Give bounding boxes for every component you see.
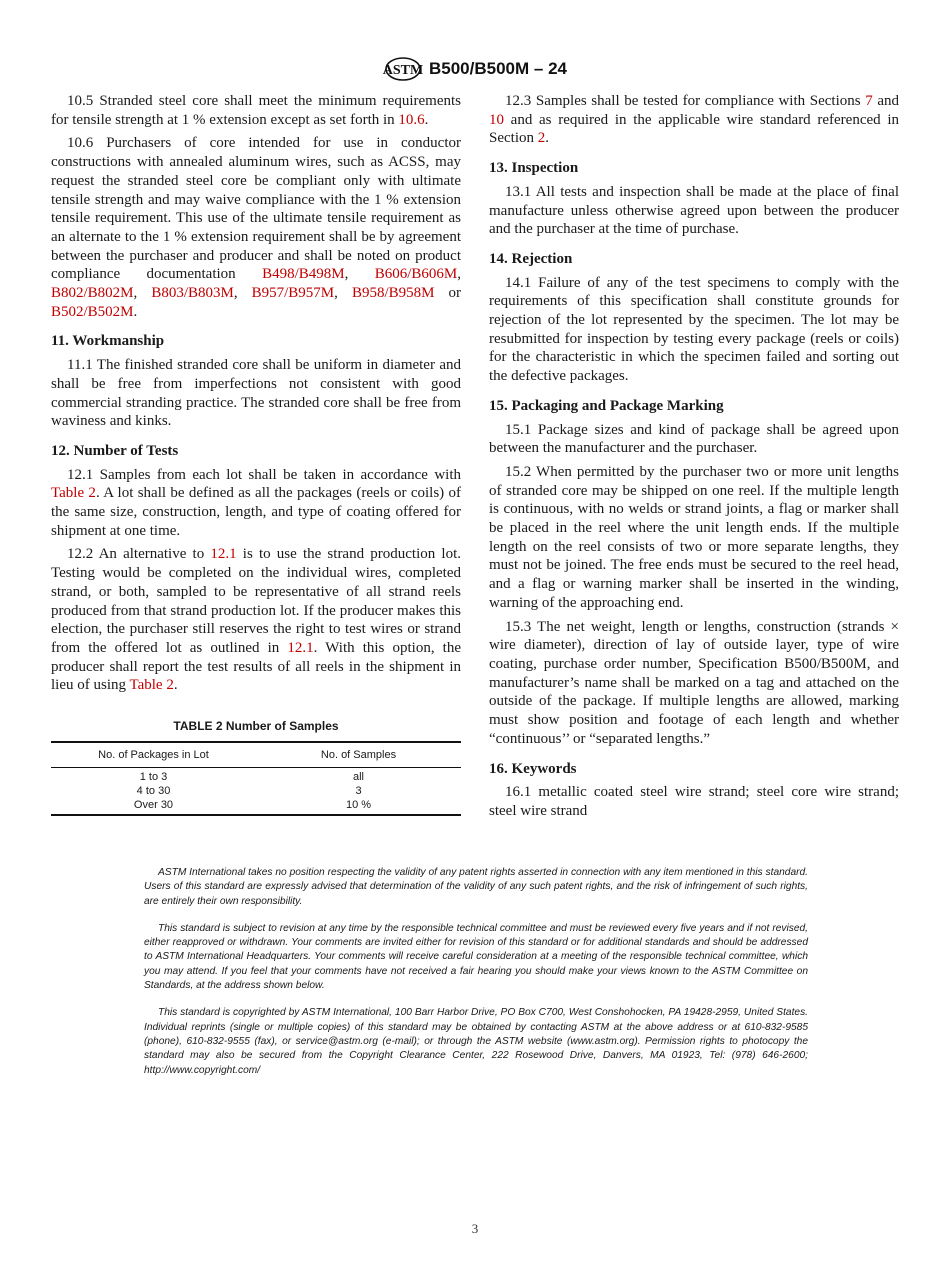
section-heading-11: 11. Workmanship — [51, 333, 165, 350]
samples-table — [51, 741, 461, 816]
link-b957[interactable]: B957/B957M — [251, 285, 335, 302]
separator: , — [344, 266, 375, 283]
link-10-6[interactable]: 10.6 — [398, 111, 425, 128]
text: and — [872, 93, 899, 109]
link-table-2[interactable]: Table 2 — [51, 485, 96, 502]
table-header-row — [51, 742, 461, 767]
section-heading-14: 14. Rejection — [489, 250, 573, 267]
paragraph-15-1: 15.1 Package sizes and kind of package shall be agreed upon between the manufacturer and the purchaser. — [489, 421, 899, 457]
text: . With this option, the producer shall report the test results of all reels in the shipment in lieu of using — [51, 639, 461, 694]
text: . — [133, 303, 138, 320]
footer-notes — [144, 866, 808, 1091]
text: and as required in the applicable wire standard referenced in Section — [489, 111, 899, 147]
paragraph-12-2 — [51, 545, 461, 695]
link-b498[interactable]: B498/B498M — [262, 266, 345, 283]
table-row — [51, 798, 461, 815]
table-cell: Over 30 — [133, 798, 174, 811]
link-section-2[interactable]: 2 — [537, 130, 546, 147]
text: 10.5 Stranded steel core shall meet the minimum requirements for tensile strength at 1 % extension except as set forth in — [51, 93, 461, 128]
section-heading-13: 13. Inspection — [489, 160, 579, 177]
table-cell: 4 to 30 — [136, 784, 171, 797]
left-column — [51, 92, 461, 816]
patent-notice: ASTM International takes no position respecting the validity of any patent rights asserted in connection with any item mentioned in this standard. Users of this standard are expressly advised that determination of the validity of any such patent rights, and the risk of infringement of such rights, are entirely their own responsibility. — [144, 867, 808, 907]
copyright-notice: This standard is copyrighted by ASTM International, 100 Barr Harbor Drive, PO Box C700, West Conshohocken, PA 19428-2959, United States. Individual reprints (single or multiple copies) of this standard may be obtained by contacting ASTM at the above address or at 610-832-9585 (phone), 610-832-9555 (fax), or service@astm.org (e-mail); or through the ASTM website (www.astm.org). Permission rights to photocopy the standard may also be secured from the Copyright Clearance Center, 222 Rosewood Drive, Danvers, MA 01923, Tel: (978) 646-2600; http://www.copyright.com/ — [144, 1007, 808, 1076]
link-b803[interactable]: B803/B803M — [151, 285, 234, 302]
text: . A lot shall be defined as all the packages (reels or coils) of the same size, construction, length, and type of coating offered for shipment at one time. — [51, 485, 461, 539]
paragraph-15-3: 15.3 The net weight, length or lengths, construction (strands × wire diameter), direction of lay of outside layer, type of wire coating, purchase order number, Specification B500/B500M, and manufacturer’s name shall be marked on a tag and attached on the outside of the package. If multiple lengths are allowed, marking must show position and footage of each length and whether “continuous’’ or “separated lengths.” — [489, 618, 899, 747]
separator: , — [457, 266, 462, 283]
link-section-7[interactable]: 7 — [865, 93, 873, 109]
right-column — [489, 92, 899, 826]
revision-notice: This standard is subject to revision at any time by the responsible technical committee and must be reviewed every five years and if not revised, either reapproved or withdrawn. Your comments are invited either for revision of this standard or for additional standards and should be addressed to ASTM International Headquarters. Your comments will receive careful consideration at a meeting of the responsible technical committee, which you may attend. If you feel that your comments have not received a fair hearing you should make your views known to the ASTM Committee on Standards, at the address shown below. — [144, 922, 808, 992]
column-header: No. of Packages in Lot — [51, 742, 256, 767]
separator: , — [334, 285, 352, 302]
text: . — [424, 111, 429, 128]
svg-text:ASTM: ASTM — [383, 63, 423, 78]
column-header: No. of Samples — [256, 742, 461, 767]
separator: , — [233, 285, 252, 302]
text: 12.2 An alternative to — [67, 546, 211, 563]
section-heading-15: 15. Packaging and Package Marking — [489, 397, 724, 414]
link-12-1[interactable]: 12.1 — [210, 546, 237, 563]
table-row — [51, 767, 461, 784]
link-b606[interactable]: B606/B606M — [374, 266, 458, 283]
text: . — [173, 677, 178, 694]
document-id: B500/B500M – 24 — [429, 59, 567, 78]
text: 12.1 Samples from each lot shall be taken in accordance with — [67, 466, 461, 483]
text: 10.6 Purchasers of core intended for use in conductor constructions with annealed aluminum wires, such as ACSS, may request the stranded steel core be compliant only with ultimate tensile strength and may waive compliance with the 1 % extension tensile requirement. This use of the ultimate tensile requirement as an alternate to the 1 % extension requirement shall be by agreement between the purchaser and producer and shall be noted on product compliance documentation — [51, 135, 461, 283]
table-2 — [51, 717, 461, 815]
paragraph-16-1: 16.1 metallic coated steel wire strand; steel core wire strand; steel wire strand — [489, 784, 899, 819]
section-heading-12: 12. Number of Tests — [51, 442, 179, 459]
link-b958[interactable]: B958/B958M — [351, 285, 435, 302]
separator: , — [133, 285, 152, 302]
paragraph-12-3 — [489, 92, 899, 148]
text: 12.3 Samples shall be tested for compliance with Sections — [505, 93, 866, 109]
section-heading-16: 16. Keywords — [489, 760, 577, 777]
text: is to use the strand production lot. Testing would be completed on the individual wires, completed strand, or both, sampled to be representative of all strand reels produced from that strand production lot. If the producer makes this election, the purchaser still reserves the right to test wires or strand from the offered lot as outlined in — [51, 546, 461, 656]
table-title: TABLE 2 Number of Samples — [173, 719, 339, 734]
table-cell: 3 — [355, 784, 362, 797]
paragraph-10-6 — [51, 134, 461, 321]
page-number: 3 — [471, 1221, 479, 1236]
paragraph-10-5 — [51, 92, 461, 129]
link-table-2[interactable]: Table 2 — [129, 677, 174, 694]
table-cell: 1 to 3 — [139, 770, 168, 783]
astm-logo-icon — [383, 56, 423, 82]
link-b502[interactable]: B502/B502M — [51, 303, 134, 320]
table-cell: 10 % — [345, 798, 372, 811]
link-section-10[interactable]: 10 — [489, 111, 504, 128]
paragraph-13-1: 13.1 All tests and inspection shall be made at the place of final manufacture unless otherwise agreed upon between the producer and the purchaser at the time of purchase. — [489, 183, 899, 238]
link-b802[interactable]: B802/B802M — [51, 285, 134, 302]
paragraph-14-1: 14.1 Failure of any of the test specimens to comply with the requirements of this specification shall constitute grounds for rejection of the lot represented by the specimen. The lot may be resubmitted for inspection by testing every package (reels or coils) for the characteristic in which the specimen failed and sorting out the defective packages. — [489, 274, 899, 385]
paragraph-12-1 — [51, 466, 461, 541]
paragraph-15-2: 15.2 When permitted by the purchaser two or more unit lengths of stranded core may be shipped on one reel. If the multiple length is continuous, with no welds or strand joints, a flag or marker shall be placed in the reel where the unit length ends. If the multiple length on the reel consists of two or more separate lengths, they must not be joined. The free ends must be secured to the reel head, and a flag or warning marker shall be inserted in the winding, warning of the approaching end. — [489, 463, 899, 611]
table-row — [51, 784, 461, 798]
page-header — [0, 56, 950, 82]
text: . — [545, 130, 549, 147]
paragraph-11-1: 11.1 The finished stranded core shall be uniform in diameter and shall be free from imperfections not consistent with good commercial stranding practice. The stranded core shall be free from waviness and kinks. — [51, 357, 461, 430]
text: or — [434, 285, 461, 302]
link-12-1[interactable]: 12.1 — [287, 639, 314, 656]
table-cell: all — [352, 770, 364, 783]
